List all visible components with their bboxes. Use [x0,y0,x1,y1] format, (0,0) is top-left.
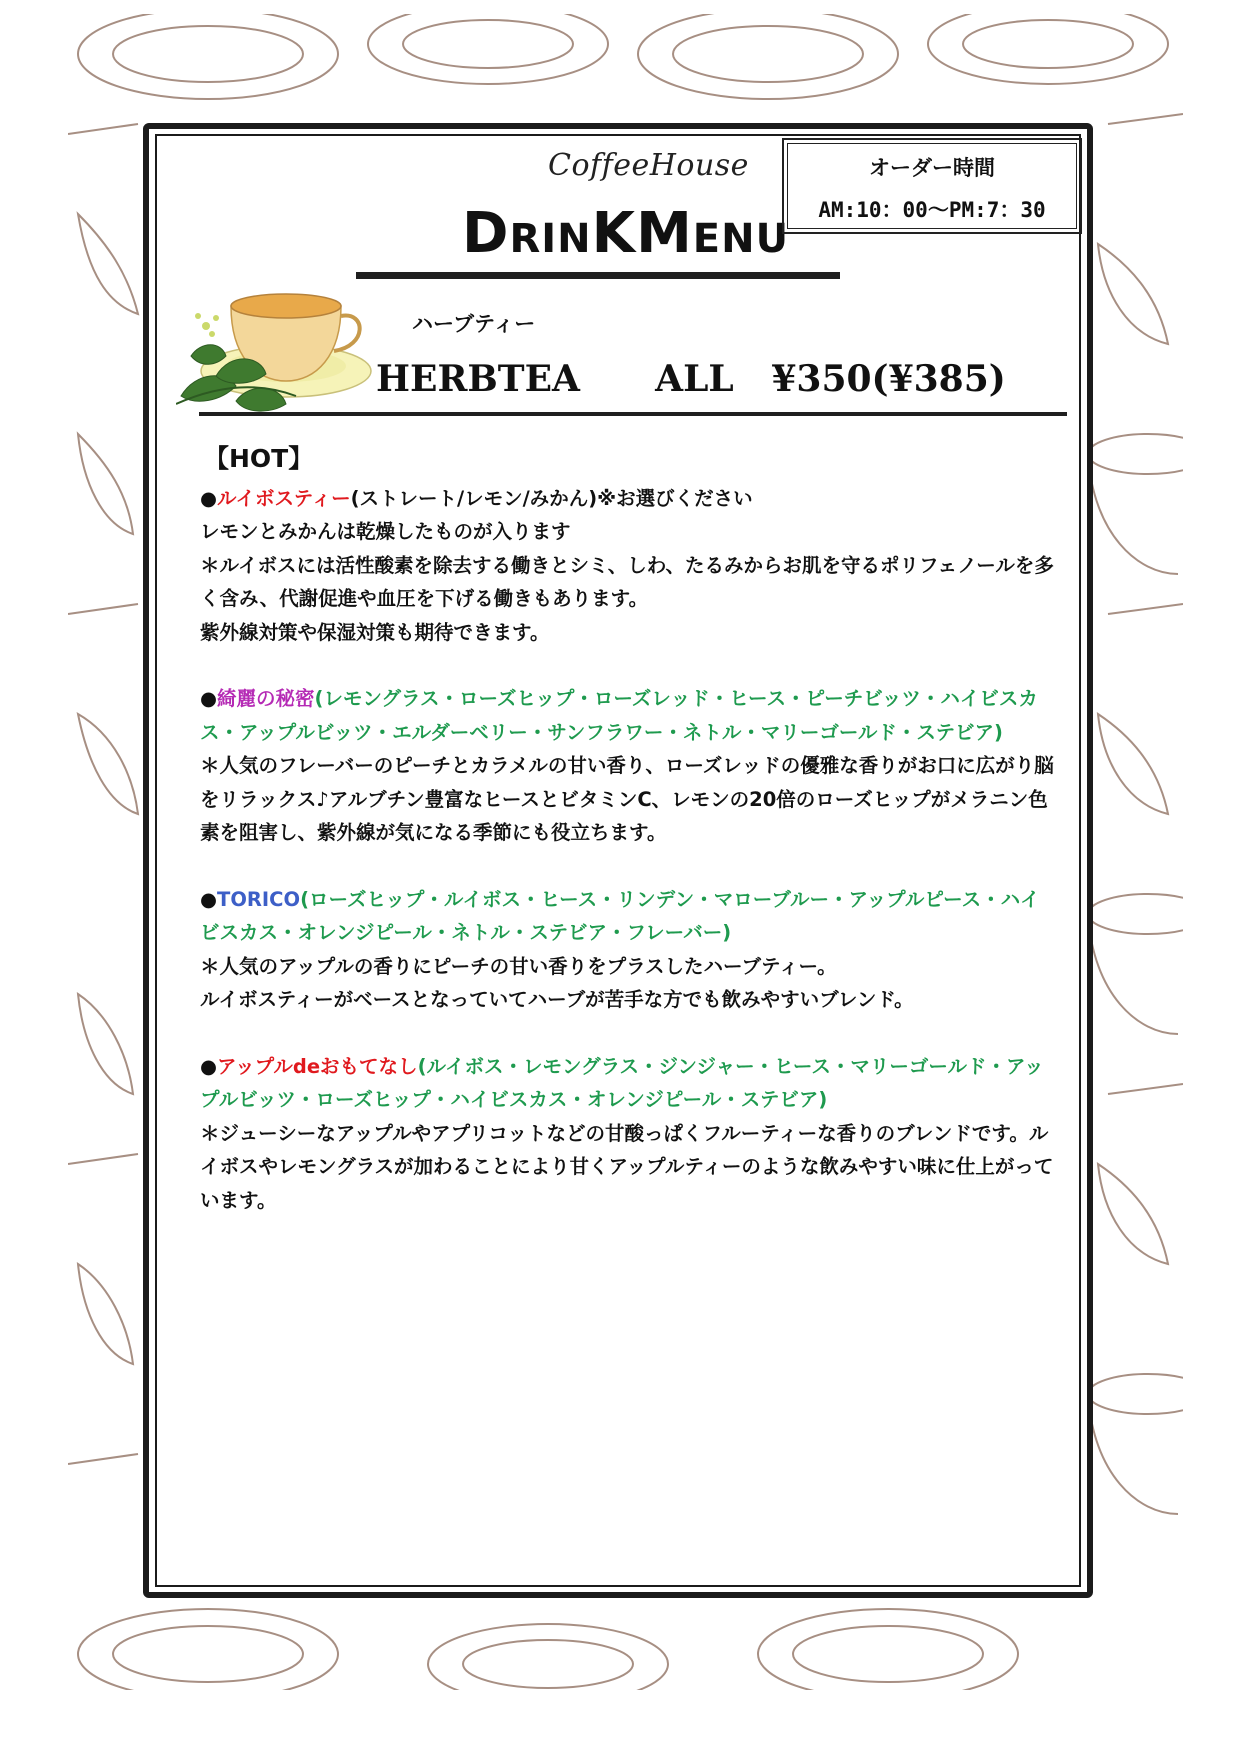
bullet: ● [200,687,218,710]
bullet: ● [200,887,218,911]
item-ingredients: (レモングラス・ローズヒップ・ローズレッド・ヒース・ピーチビッツ・ハイビスカス・アップルビッツ・エルダーベリー・サンフラワー・ネトル・マリーゴールド・ステビア) [200,687,1038,744]
title-part: ENU [692,216,790,262]
teacup-with-herbs-icon [176,286,376,416]
item-name: アップルdeおもてなし [217,1054,418,1078]
section-divider [199,412,1067,416]
item-description: 紫外線対策や保湿対策も期待できます。 [200,620,550,644]
section-kana: ハーブティー [412,312,536,336]
section-name: HERBTEA [376,358,580,400]
menu-item [200,682,1058,850]
shop-name: CoffeeHouse [548,148,749,183]
order-hours-label: オーダー時間 [869,156,995,180]
order-hours-box [782,138,1082,234]
menu-item [200,482,1058,650]
bullet: ● [200,1054,218,1078]
page-title [462,201,790,266]
title-part: D [462,201,510,266]
title-part: K [591,201,637,266]
menu-content [200,442,1058,1250]
order-hours-time: AM:10：00〜PM:7：30 [818,198,1046,222]
section-title-line [376,358,1006,400]
item-description: ルイボスティーがベースとなっていてハーブが苦手な方でも飲みやすいブレンド。 [200,988,914,1011]
title-part: RIN [509,216,592,262]
category-label: 【HOT】 [204,444,314,473]
title-part: M [636,201,693,266]
item-name: TORICO [217,887,301,911]
price: ¥350(¥385) [771,358,1006,400]
title-underline [356,272,840,279]
menu-item [200,883,1058,1017]
menu-item [200,1050,1058,1218]
item-ingredients: (ルイボス・レモングラス・ジンジャー・ヒース・マリーゴールド・アップルビッツ・ローズヒップ・ハイビスカス・オレンジピール・ステビア) [200,1054,1044,1111]
item-description: ＊人気のアップルの香りにピーチの甘い香りをプラスしたハーブティー。 [200,954,837,978]
item-ingredients: (ローズヒップ・ルイボス・ヒース・リンデン・マローブルー・アップルピース・ハイビスカス・オレンジピール・ネトル・ステビア・フレーバー) [200,887,1040,944]
item-options: (ストレート/レモン/みかん)※お選びください [350,486,753,510]
item-name: ルイボスティー [217,486,351,510]
item-description: ＊人気のフレーバーのピーチとカラメルの甘い香り、ローズレッドの優雅な香りがお口に広がり脳をリラックス♪アルブチン豊富なヒースとビタミンC、レモンの20倍のローズヒップがメラニン色素を阻害し、紫外線が気になる季節にも役立ちます。 [200,754,1054,844]
bullet: ● [200,486,218,510]
item-description: レモンとみかんは乾燥したものが入ります [200,520,571,543]
all-label: ALL [655,358,734,400]
item-name: 綺麗の秘密 [217,687,315,710]
item-description: ＊ルイボスには活性酸素を除去する働きとシミ、しわ、たるみからお肌を守るポリフェノールを多く含み、代謝促進や血圧を下げる働きもあります。 [200,553,1054,610]
item-description: ＊ジューシーなアップルやアプリコットなどの甘酸っぱくフルーティーな香りのブレンドです。ルイボスやレモングラスが加わることにより甘くアップルティーのような飲みやすい味に仕上がっています。 [200,1121,1054,1212]
